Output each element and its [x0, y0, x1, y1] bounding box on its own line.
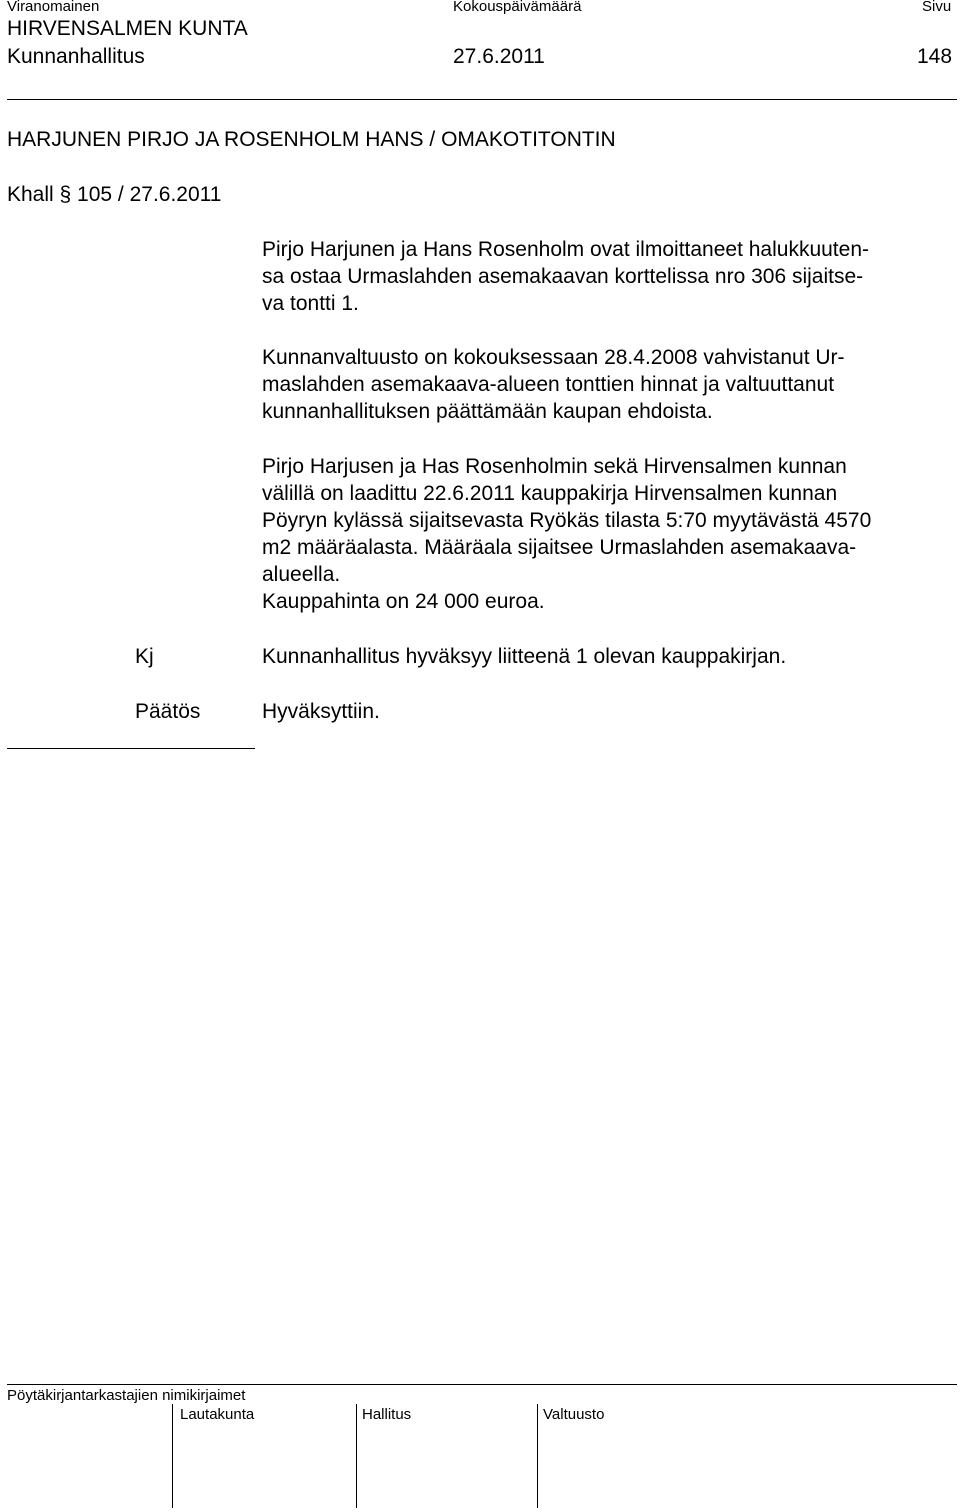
paragraph-3-line-5: alueella. — [262, 563, 341, 586]
header-page-number: 148 — [917, 45, 953, 68]
footer-column-divider-2 — [356, 1404, 357, 1508]
section-end-rule — [7, 748, 255, 749]
footer-column-board: Lautakunta — [180, 1406, 255, 1423]
footer-column-government: Hallitus — [362, 1406, 412, 1423]
header-organization: HIRVENSALMEN KUNTA — [7, 17, 248, 40]
paragraph-2-line-3: kunnanhallituksen päättämään kaupan ehdoista. — [262, 400, 713, 423]
header-page-label: Sivu — [922, 0, 952, 15]
header-divider — [7, 99, 957, 100]
paragraph-3-line-6: Kauppahinta on 24 000 euroa. — [262, 590, 545, 613]
paragraph-2-line-2: maslahden asemakaava-alueen tonttien hinnat ja valtuuttanut — [262, 373, 835, 396]
footer-divider — [7, 1384, 957, 1385]
item-title: HARJUNEN PIRJO JA ROSENHOLM HANS / OMAKOTITONTIN — [7, 128, 616, 151]
footer-column-divider-1 — [172, 1404, 173, 1508]
header-authority-label: Viranomainen — [7, 0, 100, 15]
header-meeting-date-label: Kokouspäivämäärä — [453, 0, 582, 15]
footer-signatures-label: Pöytäkirjantarkastajien nimikirjaimet — [7, 1387, 246, 1404]
paragraph-2-line-1: Kunnanvaltuusto on kokouksessaan 28.4.2008 vahvistanut Ur- — [262, 346, 845, 369]
paragraph-3-line-1: Pirjo Harjusen ja Has Rosenholmin sekä Hirvensalmen kunnan — [262, 455, 847, 478]
paragraph-1-line-1: Pirjo Harjunen ja Hans Rosenholm ovat ilmoittaneet halukkuuten- — [262, 238, 869, 261]
footer-column-divider-3 — [537, 1404, 538, 1508]
item-reference: Khall § 105 / 27.6.2011 — [7, 183, 222, 206]
decision-label: Päätös — [135, 700, 201, 723]
paragraph-3-line-4: m2 määräalasta. Määräala sijaitsee Urmaslahden asemakaava- — [262, 536, 857, 559]
proposal-label: Kj — [135, 645, 154, 668]
footer-column-council: Valtuusto — [543, 1406, 605, 1423]
paragraph-3-line-2: välillä on laadittu 22.6.2011 kauppakirja Hirvensalmen kunnan — [262, 482, 838, 505]
paragraph-3-line-3: Pöyryn kylässä sijaitsevasta Ryökäs tilasta 5:70 myytävästä 4570 — [262, 509, 872, 532]
proposal-text: Kunnanhallitus hyväksyy liitteenä 1 olevan kauppakirjan. — [262, 645, 787, 668]
decision-text: Hyväksyttiin. — [262, 700, 380, 723]
header-body: Kunnanhallitus — [7, 45, 145, 68]
header-date: 27.6.2011 — [453, 45, 545, 68]
paragraph-1-line-3: va tontti 1. — [262, 292, 359, 315]
paragraph-1-line-2: sa ostaa Urmaslahden asemakaavan korttelissa nro 306 sijaitse- — [262, 265, 864, 288]
